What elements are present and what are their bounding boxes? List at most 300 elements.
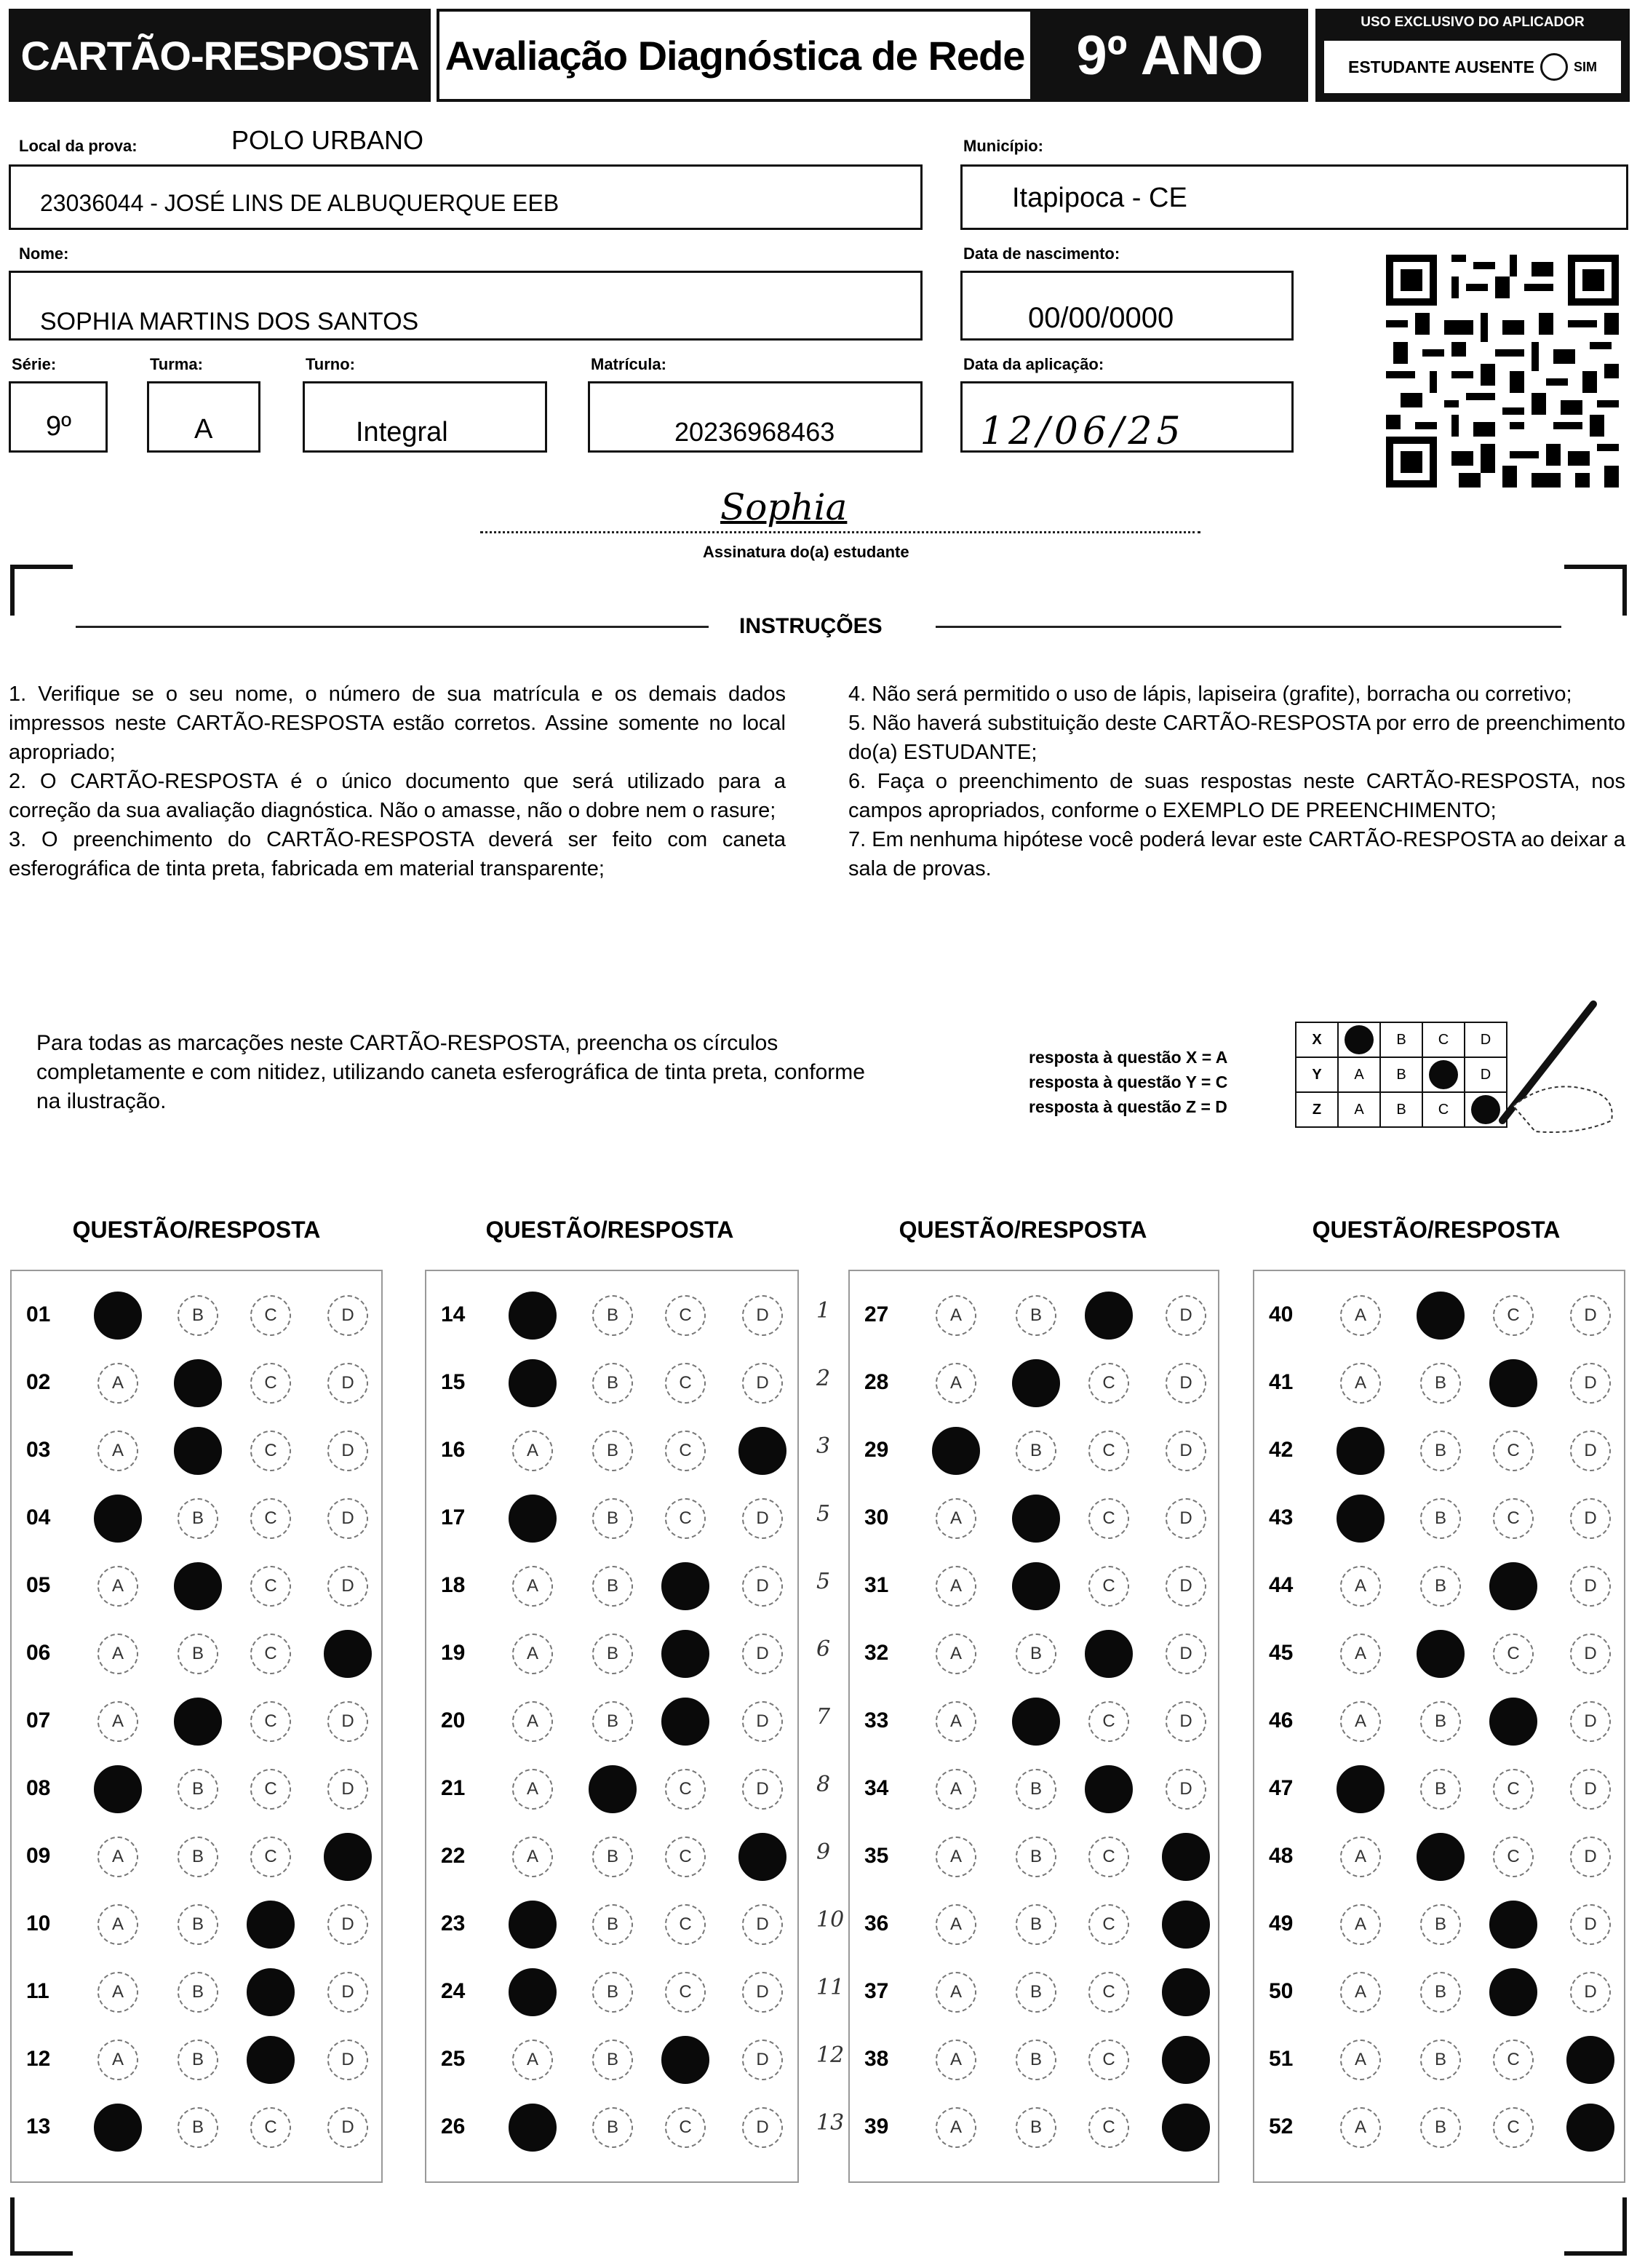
answer-bubble-filled[interactable] [1012, 1495, 1060, 1543]
turno-box [303, 381, 547, 453]
answer-bubble-filled[interactable] [509, 2104, 557, 2152]
answer-bubble[interactable]: A [512, 2040, 553, 2080]
answer-bubble[interactable]: D [742, 1634, 783, 1674]
exam-title-box [437, 9, 1033, 102]
answer-bubble[interactable]: C [1493, 1769, 1534, 1810]
answer-bubble[interactable]: C [1493, 1498, 1534, 1539]
answer-bubble[interactable]: A [512, 1566, 553, 1607]
answer-bubble[interactable]: B [592, 1634, 633, 1674]
answer-bubble-filled[interactable] [1012, 1562, 1060, 1610]
answer-bubble-filled[interactable] [1162, 2104, 1210, 2152]
question-row [425, 1356, 797, 1414]
instructions-rule-left [76, 626, 709, 628]
answer-bubble[interactable]: C [1088, 1498, 1129, 1539]
school-box [9, 164, 923, 230]
answer-bubble[interactable]: A [936, 1904, 976, 1945]
answer-bubble-filled[interactable] [247, 1901, 295, 1949]
answer-bubble[interactable]: B [178, 1498, 218, 1539]
question-row [10, 1965, 383, 2023]
question-row [848, 1559, 1221, 1617]
answer-bubble-filled[interactable] [1489, 1968, 1537, 2016]
question-row [10, 1762, 383, 1820]
answer-bubble[interactable]: A [97, 1363, 138, 1404]
answer-bubble[interactable]: A [512, 1634, 553, 1674]
absent-checkbox[interactable] [1540, 53, 1568, 81]
answer-bubble[interactable]: D [1570, 1498, 1611, 1539]
answer-bubble[interactable]: B [178, 1837, 218, 1877]
answer-bubble[interactable]: C [665, 1295, 706, 1336]
answer-bubble[interactable]: B [1420, 1431, 1461, 1471]
question-number: 45 [1269, 1641, 1294, 1665]
answer-bubble[interactable]: B [592, 1904, 633, 1945]
answer-bubble[interactable]: A [512, 1431, 553, 1471]
answer-bubble-filled[interactable] [1337, 1495, 1385, 1543]
qr-code-icon [1386, 255, 1619, 488]
answer-bubble-filled[interactable] [94, 1292, 142, 1340]
question-number: 28 [864, 1370, 889, 1394]
answer-bubble[interactable]: A [936, 2040, 976, 2080]
answer-bubble[interactable]: C [250, 1701, 291, 1742]
answer-bubble[interactable]: B [1420, 1498, 1461, 1539]
answer-bubble[interactable]: A [512, 1701, 553, 1742]
answer-bubble-filled[interactable] [1085, 1630, 1133, 1678]
answer-bubble[interactable]: C [250, 1634, 291, 1674]
answer-bubble[interactable]: D [742, 2107, 783, 2148]
answer-bubble[interactable]: D [1166, 1701, 1206, 1742]
answer-bubble-filled[interactable] [324, 1833, 372, 1881]
answer-bubble[interactable]: B [592, 1431, 633, 1471]
answer-bubble[interactable]: A [936, 1295, 976, 1336]
municipio-label: Município: [963, 137, 1043, 155]
example-question-label: Y [1296, 1057, 1338, 1092]
answer-bubble[interactable]: B [592, 1295, 633, 1336]
answer-bubble[interactable]: B [592, 1566, 633, 1607]
answer-bubble[interactable]: A [97, 1701, 138, 1742]
answer-bubble[interactable]: D [327, 1431, 368, 1471]
answer-bubble[interactable]: D [1570, 1701, 1611, 1742]
answer-bubble-filled[interactable] [509, 1968, 557, 2016]
answer-bubble[interactable]: D [742, 1498, 783, 1539]
answer-bubble[interactable]: A [512, 1769, 553, 1810]
answer-bubble[interactable]: C [665, 1363, 706, 1404]
card-title-banner [9, 9, 431, 102]
nome-value: SOPHIA MARTINS DOS SANTOS [40, 308, 419, 335]
answer-bubble[interactable]: D [1570, 1431, 1611, 1471]
answer-bubble[interactable]: C [1088, 1431, 1129, 1471]
answer-bubble-filled[interactable] [509, 1359, 557, 1407]
question-row [10, 1356, 383, 1414]
answer-bubble-filled[interactable] [247, 1968, 295, 2016]
answer-bubble[interactable]: B [1420, 1972, 1461, 2013]
answer-bubble[interactable]: D [1570, 1837, 1611, 1877]
answer-bubble[interactable]: C [250, 1363, 291, 1404]
answer-bubble[interactable]: D [742, 1295, 783, 1336]
question-number: 10 [26, 1911, 51, 1935]
margin-note: 1 [816, 1298, 831, 1324]
answer-bubble-filled[interactable] [1012, 1359, 1060, 1407]
answer-bubble[interactable]: A [1340, 1566, 1381, 1607]
question-number: 49 [1269, 1911, 1294, 1935]
question-number: 44 [1269, 1573, 1294, 1597]
question-row [10, 1829, 383, 1887]
question-number: 08 [26, 1776, 51, 1800]
answer-bubble[interactable]: B [1420, 2107, 1461, 2148]
answer-bubble[interactable]: C [1088, 1837, 1129, 1877]
question-number: 23 [441, 1911, 466, 1935]
answer-bubble[interactable]: C [1493, 2040, 1534, 2080]
answer-bubble[interactable]: D [1570, 1904, 1611, 1945]
answer-bubble[interactable]: A [97, 1837, 138, 1877]
answer-bubble[interactable]: B [1420, 2040, 1461, 2080]
answer-bubble[interactable]: D [742, 1904, 783, 1945]
answer-bubble[interactable]: C [1088, 1701, 1129, 1742]
local-value: POLO URBANO [231, 125, 424, 155]
answer-bubble-filled[interactable] [94, 1495, 142, 1543]
answer-bubble[interactable]: B [1016, 1972, 1056, 2013]
answer-bubble[interactable]: A [1340, 1634, 1381, 1674]
answer-bubble[interactable]: B [1420, 1769, 1461, 1810]
question-number: 11 [26, 1979, 49, 2003]
answer-bubble-filled[interactable] [509, 1901, 557, 1949]
question-number: 02 [26, 1370, 51, 1394]
pen-hand-icon [1470, 997, 1615, 1142]
answer-bubble-filled[interactable] [1162, 1901, 1210, 1949]
answer-bubble[interactable]: C [1088, 1972, 1129, 2013]
answer-bubble[interactable]: B [178, 1634, 218, 1674]
answer-bubble[interactable]: D [327, 1295, 368, 1336]
answer-bubble-filled[interactable] [1162, 1833, 1210, 1881]
frame-corner-tl [10, 565, 73, 616]
answer-bubble-filled[interactable] [1085, 1292, 1133, 1340]
answer-bubble-filled[interactable] [1012, 1698, 1060, 1746]
answer-bubble[interactable]: D [1570, 1295, 1611, 1336]
example-option: B [1380, 1092, 1422, 1127]
answer-bubble[interactable]: B [592, 1498, 633, 1539]
serie-label: Série: [12, 355, 57, 373]
answer-bubble[interactable]: D [1570, 1363, 1611, 1404]
answer-bubble[interactable]: B [1420, 1701, 1461, 1742]
answer-bubble[interactable]: C [1493, 1295, 1534, 1336]
instruction-2: 2. O CARTÃO-RESPOSTA é o único documento que será utilizado para a correção da sua avaliação diagnóstica. Não o amasse, não o dobre nem o rasure; [9, 770, 786, 822]
question-row [1253, 1356, 1625, 1414]
answer-bubble[interactable]: C [1088, 1566, 1129, 1607]
answer-bubble[interactable]: B [178, 1972, 218, 2013]
answer-bubble[interactable]: A [936, 1701, 976, 1742]
answer-bubble-filled[interactable] [94, 2104, 142, 2152]
answer-bubble[interactable]: A [936, 1634, 976, 1674]
nome-label: Nome: [19, 244, 69, 263]
answer-bubble-filled[interactable] [1337, 1765, 1385, 1813]
answer-bubble-filled[interactable] [94, 1765, 142, 1813]
question-row [1253, 1694, 1625, 1752]
answer-bubble-filled[interactable] [1162, 1968, 1210, 2016]
answer-bubble[interactable]: C [665, 1904, 706, 1945]
answer-bubble[interactable]: C [1493, 1634, 1534, 1674]
answer-bubble[interactable]: B [1016, 1431, 1056, 1471]
grade-label: 9º ANO [1076, 24, 1264, 87]
answer-bubble[interactable]: A [1340, 1295, 1381, 1336]
answer-bubble-filled[interactable] [1337, 1427, 1385, 1475]
answer-bubble[interactable]: A [512, 1837, 553, 1877]
answer-bubble-filled[interactable] [661, 2036, 709, 2084]
answer-bubble[interactable]: D [1570, 1972, 1611, 2013]
answer-bubble[interactable]: C [665, 1498, 706, 1539]
question-row [425, 1423, 797, 1481]
example-option: C [1422, 1092, 1465, 1127]
example-captions [1029, 1045, 1227, 1119]
grid-column-title-4: QUESTÃO/RESPOSTA [1312, 1217, 1561, 1243]
answer-bubble-filled[interactable] [1566, 2104, 1614, 2152]
answer-bubble[interactable]: C [250, 2107, 291, 2148]
answer-bubble[interactable]: A [936, 1769, 976, 1810]
question-row [848, 1829, 1221, 1887]
answer-bubble[interactable]: B [178, 1295, 218, 1336]
question-number: 32 [864, 1641, 889, 1665]
answer-bubble[interactable]: A [936, 1498, 976, 1539]
frame-corner-tr [1564, 565, 1627, 616]
answer-bubble-filled[interactable] [589, 1765, 637, 1813]
answer-bubble-filled[interactable] [1566, 2036, 1614, 2084]
question-number: 42 [1269, 1438, 1294, 1462]
answer-bubble[interactable]: D [1570, 1566, 1611, 1607]
answer-bubble[interactable]: B [592, 1837, 633, 1877]
answer-bubble-filled[interactable] [174, 1562, 222, 1610]
answer-bubble[interactable]: D [1570, 1769, 1611, 1810]
answer-bubble[interactable]: B [592, 2040, 633, 2080]
grid-column-title-2: QUESTÃO/RESPOSTA [485, 1217, 734, 1243]
question-row [1253, 1897, 1625, 1955]
question-row [848, 1423, 1221, 1481]
answer-bubble-filled[interactable] [1417, 1833, 1465, 1881]
turma-box [147, 381, 260, 453]
local-label: Local da prova: [19, 137, 138, 155]
question-number: 06 [26, 1641, 51, 1665]
answer-bubble-filled[interactable] [1085, 1765, 1133, 1813]
answer-bubble-filled[interactable] [247, 2036, 295, 2084]
answer-bubble[interactable]: D [327, 1904, 368, 1945]
question-number: 24 [441, 1979, 466, 2003]
question-row [1253, 1288, 1625, 1346]
answer-bubble[interactable]: A [97, 1904, 138, 1945]
answer-bubble-filled[interactable] [324, 1630, 372, 1678]
answer-bubble[interactable]: B [1016, 1904, 1056, 1945]
aplicacao-value: 12/06/25 [980, 410, 1185, 453]
answer-bubble[interactable]: A [97, 2040, 138, 2080]
answer-bubble[interactable]: D [327, 1769, 368, 1810]
answer-bubble[interactable]: C [1088, 1904, 1129, 1945]
question-row [425, 1288, 797, 1346]
answer-bubble-filled[interactable] [1489, 1698, 1537, 1746]
answer-bubble[interactable]: D [742, 1701, 783, 1742]
answer-bubble[interactable]: D [1166, 1498, 1206, 1539]
answer-bubble[interactable]: D [1166, 1431, 1206, 1471]
answer-bubble[interactable]: A [1340, 2107, 1381, 2148]
answer-bubble[interactable]: D [327, 1498, 368, 1539]
answer-bubble[interactable]: B [1016, 1295, 1056, 1336]
answer-bubble[interactable]: D [742, 2040, 783, 2080]
answer-bubble[interactable]: B [178, 1769, 218, 1810]
answer-bubble[interactable]: A [936, 1837, 976, 1877]
municipio-value: Itapipoca - CE [1012, 183, 1187, 213]
answer-bubble[interactable]: B [592, 2107, 633, 2148]
answer-bubble[interactable]: A [936, 1972, 976, 2013]
nascimento-label: Data de nascimento: [963, 244, 1120, 263]
answer-bubble[interactable]: C [250, 1769, 291, 1810]
question-row [1253, 1965, 1625, 2023]
answer-bubble[interactable]: C [665, 2107, 706, 2148]
answer-bubble[interactable]: C [1088, 2040, 1129, 2080]
example-filled-bubble [1338, 1022, 1380, 1057]
answer-bubble[interactable]: D [327, 1566, 368, 1607]
answer-bubble[interactable]: C [665, 1431, 706, 1471]
answer-bubble-filled[interactable] [1489, 1562, 1537, 1610]
question-number: 41 [1269, 1370, 1294, 1394]
answer-bubble[interactable]: C [250, 1431, 291, 1471]
question-row [10, 1694, 383, 1752]
margin-note: 13 [816, 2110, 845, 2136]
answer-bubble[interactable]: C [250, 1498, 291, 1539]
answer-bubble[interactable]: A [97, 1634, 138, 1674]
card-title: CARTÃO-RESPOSTA [20, 32, 419, 79]
answer-bubble[interactable]: A [1340, 1363, 1381, 1404]
answer-bubble[interactable]: D [1166, 1634, 1206, 1674]
answer-bubble[interactable]: D [742, 1769, 783, 1810]
answer-bubble[interactable]: A [97, 1431, 138, 1471]
answer-bubble[interactable]: B [1420, 1904, 1461, 1945]
answer-bubble[interactable]: C [1088, 1363, 1129, 1404]
answer-bubble[interactable]: C [1493, 2107, 1534, 2148]
question-number: 21 [441, 1776, 466, 1800]
question-number: 33 [864, 1708, 889, 1732]
answer-bubble-filled[interactable] [1162, 2036, 1210, 2084]
answer-bubble[interactable]: B [592, 1972, 633, 2013]
answer-bubble[interactable]: A [1340, 1972, 1381, 2013]
answer-bubble-filled[interactable] [509, 1292, 557, 1340]
answer-bubble[interactable]: D [327, 1363, 368, 1404]
question-number: 37 [864, 1979, 889, 2003]
question-row [848, 1965, 1221, 2023]
answer-bubble-filled[interactable] [661, 1698, 709, 1746]
answer-bubble[interactable]: C [1493, 1431, 1534, 1471]
question-number: 27 [864, 1302, 889, 1326]
answer-bubble[interactable]: A [936, 1363, 976, 1404]
question-row [10, 1288, 383, 1346]
answer-bubble[interactable]: C [665, 1769, 706, 1810]
example-question-label: X [1296, 1022, 1338, 1057]
answer-bubble[interactable]: D [1166, 1363, 1206, 1404]
answer-bubble[interactable]: A [1340, 1837, 1381, 1877]
signature-label: Assinatura do(a) estudante [703, 543, 909, 561]
answer-bubble[interactable]: C [250, 1566, 291, 1607]
answer-bubble-filled[interactable] [174, 1698, 222, 1746]
question-number: 26 [441, 2114, 466, 2138]
applicator-inner [1323, 39, 1622, 95]
answer-bubble-filled[interactable] [174, 1427, 222, 1475]
answer-bubble[interactable]: A [97, 1972, 138, 2013]
answer-bubble[interactable]: B [592, 1363, 633, 1404]
aplicacao-label: Data da aplicação: [963, 355, 1104, 373]
answer-bubble[interactable]: C [1493, 1837, 1534, 1877]
answer-bubble[interactable]: A [1340, 1701, 1381, 1742]
answer-bubble[interactable]: B [178, 2107, 218, 2148]
answer-bubble[interactable]: A [1340, 1904, 1381, 1945]
answer-bubble[interactable]: D [1166, 1769, 1206, 1810]
absent-option: SIM [1573, 59, 1597, 74]
answer-bubble[interactable]: B [1016, 2040, 1056, 2080]
question-row [848, 1694, 1221, 1752]
answer-bubble-filled[interactable] [1489, 1359, 1537, 1407]
answer-bubble[interactable]: D [1166, 1295, 1206, 1336]
question-row [1253, 1829, 1625, 1887]
answer-bubble-filled[interactable] [738, 1833, 786, 1881]
answer-bubble[interactable]: B [1420, 1363, 1461, 1404]
answer-bubble[interactable]: C [250, 1837, 291, 1877]
answer-bubble[interactable]: A [1340, 2040, 1381, 2080]
answer-bubble-filled[interactable] [932, 1427, 980, 1475]
answer-bubble[interactable]: D [327, 1701, 368, 1742]
instruction-7: 7. Em nenhuma hipótese você poderá levar este CARTÃO-RESPOSTA ao deixar a sala de provas. [848, 828, 1625, 880]
question-number: 17 [441, 1505, 466, 1529]
answer-bubble[interactable]: B [178, 1904, 218, 1945]
example-option: A [1338, 1092, 1380, 1127]
applicator-title: USO EXCLUSIVO DO APLICADOR [1361, 15, 1585, 30]
question-number: 50 [1269, 1979, 1294, 2003]
question-row [848, 2100, 1221, 2158]
answer-bubble-filled[interactable] [1489, 1901, 1537, 1949]
answer-bubble-filled[interactable] [661, 1562, 709, 1610]
answer-bubble[interactable]: B [1420, 1566, 1461, 1607]
answer-bubble[interactable]: D [742, 1566, 783, 1607]
answer-bubble-filled[interactable] [1417, 1292, 1465, 1340]
nome-box [9, 271, 923, 341]
question-number: 35 [864, 1844, 889, 1868]
answer-bubble[interactable]: D [327, 1972, 368, 2013]
answer-bubble[interactable]: C [665, 1972, 706, 2013]
answer-bubble[interactable]: B [178, 2040, 218, 2080]
question-number: 29 [864, 1438, 889, 1462]
answer-bubble[interactable]: B [592, 1701, 633, 1742]
answer-bubble[interactable]: D [742, 1972, 783, 2013]
answer-bubble[interactable]: B [1016, 1634, 1056, 1674]
question-number: 16 [441, 1438, 466, 1462]
answer-bubble[interactable]: B [1016, 2107, 1056, 2148]
answer-bubble[interactable]: B [1016, 1837, 1056, 1877]
instruction-4: 4. Não será permitido o uso de lápis, lapiseira (grafite), borracha ou corretivo; [848, 683, 1572, 706]
answer-bubble[interactable]: C [1088, 2107, 1129, 2148]
answer-bubble[interactable]: D [742, 1363, 783, 1404]
serie-value: 9º [46, 411, 72, 442]
answer-bubble[interactable]: D [1570, 1634, 1611, 1674]
question-number: 05 [26, 1573, 51, 1597]
answer-bubble[interactable]: C [665, 1837, 706, 1877]
answer-bubble[interactable]: D [327, 2107, 368, 2148]
answer-bubble-filled[interactable] [738, 1427, 786, 1475]
answer-bubble[interactable]: C [250, 1295, 291, 1336]
answer-bubble[interactable]: B [1016, 1769, 1056, 1810]
answer-bubble[interactable]: A [936, 2107, 976, 2148]
answer-bubble-filled[interactable] [509, 1495, 557, 1543]
answer-bubble[interactable]: A [97, 1566, 138, 1607]
answer-bubble[interactable]: D [1166, 1566, 1206, 1607]
answer-bubble-filled[interactable] [661, 1630, 709, 1678]
answer-bubble[interactable]: A [936, 1566, 976, 1607]
answer-bubble[interactable]: D [327, 2040, 368, 2080]
question-number: 43 [1269, 1505, 1294, 1529]
answer-bubble-filled[interactable] [1417, 1630, 1465, 1678]
example-option: D [1465, 1057, 1507, 1092]
question-row [425, 1829, 797, 1887]
answer-bubble-filled[interactable] [174, 1359, 222, 1407]
